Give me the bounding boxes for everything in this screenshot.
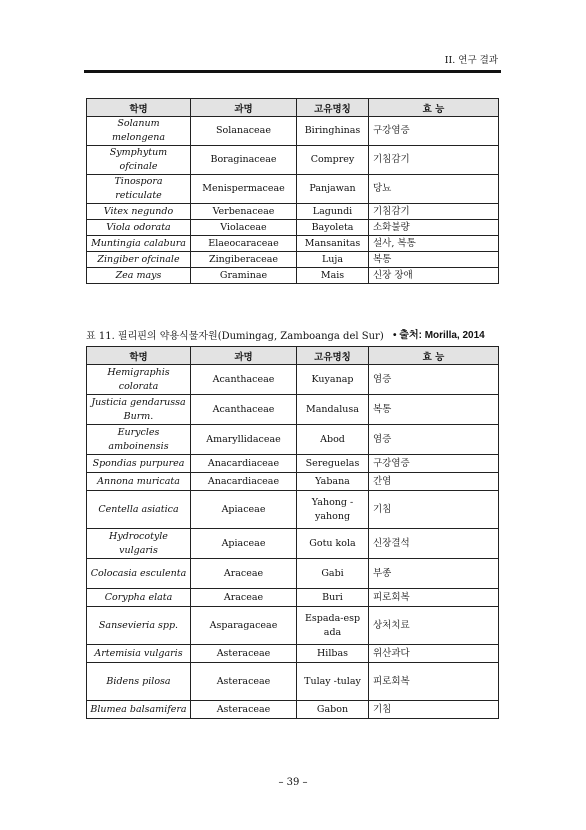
header-rule (84, 70, 501, 73)
local-name-cell: Yabana (297, 473, 369, 491)
family-cell: Acanthaceae (191, 365, 297, 395)
local-name-cell: Comprey (297, 146, 369, 175)
effect-cell: 염증 (369, 365, 499, 395)
table-row (87, 425, 499, 455)
local-name-cell: Abod (297, 425, 369, 455)
table-row (87, 559, 499, 589)
local-name-cell: Gotu kola (297, 529, 369, 559)
col-header-family: 과명 (191, 99, 297, 117)
table-row (87, 663, 499, 701)
family-cell: Violaceae (191, 220, 297, 236)
scientific-name-cell: Tinospora reticulate (87, 175, 191, 204)
scientific-name-cell: Centella asiatica (87, 491, 191, 529)
col-header-local-name: 고유명칭 (297, 99, 369, 117)
scientific-name-cell: Eurycles amboinensis (87, 425, 191, 455)
family-cell: Apiaceae (191, 491, 297, 529)
local-name-cell: Kuyanap (297, 365, 369, 395)
table-row (87, 204, 499, 220)
local-name-cell: Espada-esp ada (297, 607, 369, 645)
family-cell: Verbenaceae (191, 204, 297, 220)
effect-cell: 위산과다 (369, 645, 499, 663)
table-row (87, 365, 499, 395)
scientific-name-cell: Artemisia vulgaris (87, 645, 191, 663)
family-cell: Anacardiaceae (191, 455, 297, 473)
medicinal-plants-table-2 (86, 346, 499, 719)
effect-cell: 상처치료 (369, 607, 499, 645)
medicinal-plants-table-1 (86, 98, 499, 284)
local-name-cell: Tulay -tulay (297, 663, 369, 701)
table-header-row (87, 99, 499, 117)
page-number: – 39 – (278, 777, 308, 788)
scientific-name-cell: Hydrocotyle vulgaris (87, 529, 191, 559)
effect-cell: 복통 (369, 395, 499, 425)
scientific-name-cell: Zingiber ofcinale (87, 252, 191, 268)
col-header-scientific-name: 학명 (87, 99, 191, 117)
scientific-name-cell: Spondias purpurea (87, 455, 191, 473)
table-row (87, 395, 499, 425)
local-name-cell: Bayoleta (297, 220, 369, 236)
local-name-cell: Mandalusa (297, 395, 369, 425)
local-name-cell: Mais (297, 268, 369, 284)
scientific-name-cell: Vitex negundo (87, 204, 191, 220)
family-cell: Araceae (191, 589, 297, 607)
col-header-family: 과명 (191, 347, 297, 365)
scientific-name-cell: Bidens pilosa (87, 663, 191, 701)
scientific-name-cell: Viola odorata (87, 220, 191, 236)
scientific-name-cell: Justicia gendarussa Burm. (87, 395, 191, 425)
family-cell: Apiaceae (191, 529, 297, 559)
effect-cell: 기침감기 (369, 146, 499, 175)
effect-cell: 기침 (369, 701, 499, 719)
table-row (87, 473, 499, 491)
effect-cell: 복통 (369, 252, 499, 268)
scientific-name-cell: Symphytum ofcinale (87, 146, 191, 175)
table-row (87, 491, 499, 529)
scientific-name-cell: Solanum melongena (87, 117, 191, 146)
family-cell: Asteraceae (191, 663, 297, 701)
family-cell: Asparagaceae (191, 607, 297, 645)
scientific-name-cell: Annona muricata (87, 473, 191, 491)
family-cell: Asteraceae (191, 701, 297, 719)
table-row (87, 236, 499, 252)
scientific-name-cell: Corypha elata (87, 589, 191, 607)
col-header-effect: 효 능 (369, 99, 499, 117)
table-row (87, 645, 499, 663)
local-name-cell: Buri (297, 589, 369, 607)
family-cell: Boraginaceae (191, 146, 297, 175)
chapter-header: II. 연구 결과 (444, 55, 498, 66)
table-caption: 표 11. 필리핀의 약용식물자원(Dumingag, Zamboanga del Sur) (86, 331, 384, 342)
family-cell: Araceae (191, 559, 297, 589)
table-row (87, 220, 499, 236)
family-cell: Asteraceae (191, 645, 297, 663)
effect-cell: 당뇨 (369, 175, 499, 204)
table-header-row (87, 347, 499, 365)
effect-cell: 소화불량 (369, 220, 499, 236)
effect-cell: 피로회복 (369, 663, 499, 701)
table-source: • 출처: Morilla, 2014 (393, 330, 485, 341)
col-header-effect: 효 능 (369, 347, 499, 365)
scientific-name-cell: Zea mays (87, 268, 191, 284)
table-row (87, 455, 499, 473)
effect-cell: 구강염증 (369, 117, 499, 146)
family-cell: Menispermaceae (191, 175, 297, 204)
scientific-name-cell: Blumea balsamifera (87, 701, 191, 719)
effect-cell: 부종 (369, 559, 499, 589)
effect-cell: 피로회복 (369, 589, 499, 607)
family-cell: Acanthaceae (191, 395, 297, 425)
scientific-name-cell: Muntingia calabura (87, 236, 191, 252)
effect-cell: 기침 (369, 491, 499, 529)
local-name-cell: Lagundi (297, 204, 369, 220)
local-name-cell: Gabi (297, 559, 369, 589)
table-row (87, 589, 499, 607)
table-row (87, 701, 499, 719)
local-name-cell: Luja (297, 252, 369, 268)
table-row (87, 529, 499, 559)
effect-cell: 구강염증 (369, 455, 499, 473)
effect-cell: 염증 (369, 425, 499, 455)
effect-cell: 신장 장애 (369, 268, 499, 284)
local-name-cell: Gabon (297, 701, 369, 719)
family-cell: Amaryllidaceae (191, 425, 297, 455)
family-cell: Elaeocaraceae (191, 236, 297, 252)
table-row (87, 117, 499, 146)
effect-cell: 기침감기 (369, 204, 499, 220)
scientific-name-cell: Hemigraphis colorata (87, 365, 191, 395)
table-row (87, 252, 499, 268)
table-row (87, 268, 499, 284)
effect-cell: 간염 (369, 473, 499, 491)
table-row (87, 146, 499, 175)
table-row (87, 607, 499, 645)
local-name-cell: Panjawan (297, 175, 369, 204)
scientific-name-cell: Colocasia esculenta (87, 559, 191, 589)
local-name-cell: Sereguelas (297, 455, 369, 473)
family-cell: Solanaceae (191, 117, 297, 146)
family-cell: Graminae (191, 268, 297, 284)
effect-cell: 설사, 복통 (369, 236, 499, 252)
local-name-cell: Biringhinas (297, 117, 369, 146)
col-header-local-name: 고유명칭 (297, 347, 369, 365)
table-row (87, 175, 499, 204)
local-name-cell: Hilbas (297, 645, 369, 663)
family-cell: Zingiberaceae (191, 252, 297, 268)
local-name-cell: Mansanitas (297, 236, 369, 252)
col-header-scientific-name: 학명 (87, 347, 191, 365)
family-cell: Anacardiaceae (191, 473, 297, 491)
scientific-name-cell: Sansevieria spp. (87, 607, 191, 645)
effect-cell: 신장결석 (369, 529, 499, 559)
local-name-cell: Yahong -yahong (297, 491, 369, 529)
